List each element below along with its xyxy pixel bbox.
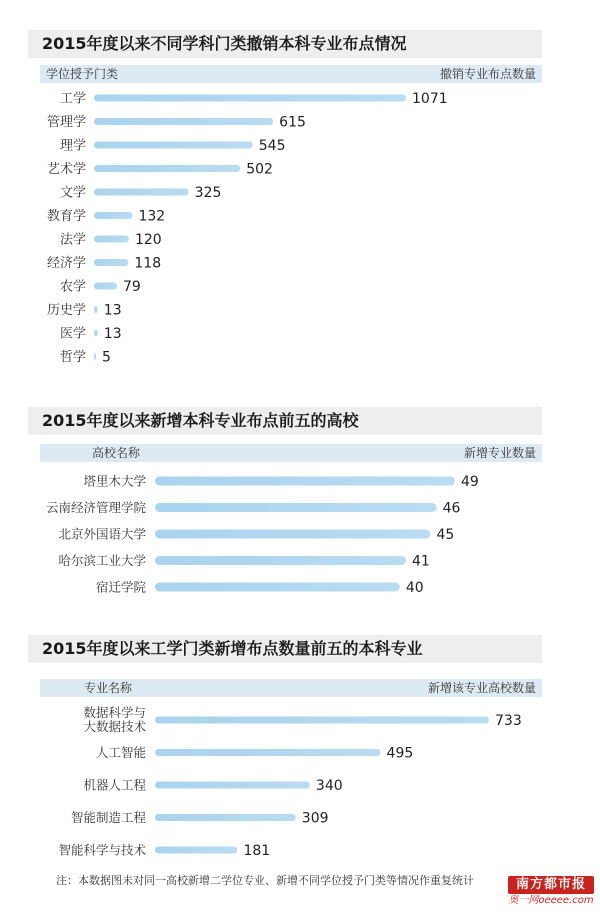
chart3-bars — [0, 700, 600, 870]
bar — [94, 142, 253, 149]
value-label: 41 — [412, 553, 430, 570]
category-label: 数据科学与大数据技术 — [83, 705, 146, 734]
category-label: 塔里木大学 — [83, 473, 146, 489]
bar — [94, 95, 406, 102]
category-label: 文学 — [59, 185, 86, 201]
bar — [94, 189, 189, 196]
chart3-header — [40, 679, 542, 697]
chart1-title: 2015年度以来不同学科门类撤销本科专业布点情况 — [28, 30, 542, 58]
category-label: 经济学 — [46, 256, 86, 271]
chart2-bars — [0, 466, 600, 606]
bar — [155, 847, 237, 854]
bar — [94, 212, 132, 219]
chart1-value-header: 撤销专业布点数量 — [439, 67, 536, 81]
category-label: 历史学 — [46, 303, 86, 318]
chart1-header — [40, 65, 542, 83]
bar — [94, 330, 98, 337]
category-label: 人工智能 — [95, 745, 146, 760]
bar — [94, 236, 129, 243]
value-label: 13 — [103, 302, 122, 319]
value-label: 45 — [436, 527, 455, 543]
category-label: 智能科学与技术 — [58, 842, 146, 858]
value-label: 495 — [386, 745, 414, 762]
bar — [155, 556, 406, 565]
chart2-category-header: 高校名称 — [92, 446, 141, 460]
category-label: 理学 — [59, 138, 86, 154]
category-label: 医学 — [59, 326, 86, 342]
value-label: 118 — [134, 255, 162, 272]
bar — [155, 503, 437, 512]
value-label: 120 — [134, 232, 162, 248]
chart3-title: 2015年度以来工学门类新增布点数量前五的本科专业 — [28, 635, 542, 663]
bar — [155, 749, 381, 756]
category-label: 智能制造工程 — [70, 810, 146, 825]
brand-site: 奥一网oeeee.com — [508, 895, 594, 906]
category-label: 宿迁学院 — [95, 579, 146, 595]
value-label: 502 — [246, 161, 273, 178]
category-label: 法学 — [59, 232, 86, 248]
value-label: 40 — [405, 580, 424, 596]
category-label: 哲学 — [59, 350, 86, 365]
value-label: 132 — [138, 208, 166, 225]
chart2-header — [40, 444, 542, 462]
chart2-value-header: 新增专业数量 — [463, 446, 536, 460]
value-label: 5 — [102, 349, 111, 366]
bar — [94, 165, 240, 172]
chart3-value-header: 新增该专业高校数量 — [427, 681, 536, 695]
value-label: 49 — [461, 474, 479, 490]
category-label: 艺术学 — [46, 162, 86, 177]
bar — [94, 283, 117, 290]
value-label: 545 — [258, 138, 286, 154]
bar — [94, 306, 98, 313]
bar — [94, 118, 273, 125]
bar — [155, 782, 310, 789]
value-label: 13 — [103, 326, 122, 342]
footnote: 注：本数据图未对同一高校新增二学位专业、新增不同学位授予门类等情况作重复统计 — [56, 874, 474, 887]
category-label: 工学 — [59, 91, 86, 107]
bar — [155, 814, 296, 821]
value-label: 181 — [243, 843, 271, 859]
chart2-title: 2015年度以来新增本科专业布点前五的高校 — [28, 407, 542, 435]
value-label: 615 — [279, 114, 306, 131]
brand-name: 南方都市报 — [508, 876, 594, 894]
value-label: 309 — [301, 810, 329, 827]
bar — [155, 477, 455, 486]
value-label: 46 — [442, 500, 461, 517]
bar — [155, 717, 489, 724]
category-label: 云南经济管理学院 — [45, 500, 146, 515]
chart3-category-header: 专业名称 — [84, 681, 133, 695]
value-label: 340 — [315, 778, 343, 794]
value-label: 1071 — [412, 91, 448, 107]
category-label: 北京外国语大学 — [58, 526, 146, 542]
category-label: 教育学 — [46, 209, 86, 224]
bar — [94, 353, 96, 360]
bar — [155, 530, 431, 539]
bar — [155, 583, 400, 592]
value-label: 325 — [194, 185, 222, 201]
bar — [94, 259, 128, 266]
value-label: 79 — [123, 279, 141, 295]
category-label: 哈尔滨工业大学 — [58, 553, 146, 568]
category-label: 农学 — [59, 279, 86, 295]
chart1-category-header: 学位授予门类 — [46, 67, 119, 81]
category-label: 机器人工程 — [83, 777, 146, 793]
category-label: 管理学 — [46, 115, 86, 130]
brand-logo — [508, 876, 594, 910]
value-label: 733 — [495, 713, 522, 729]
chart1-bars — [0, 86, 600, 366]
